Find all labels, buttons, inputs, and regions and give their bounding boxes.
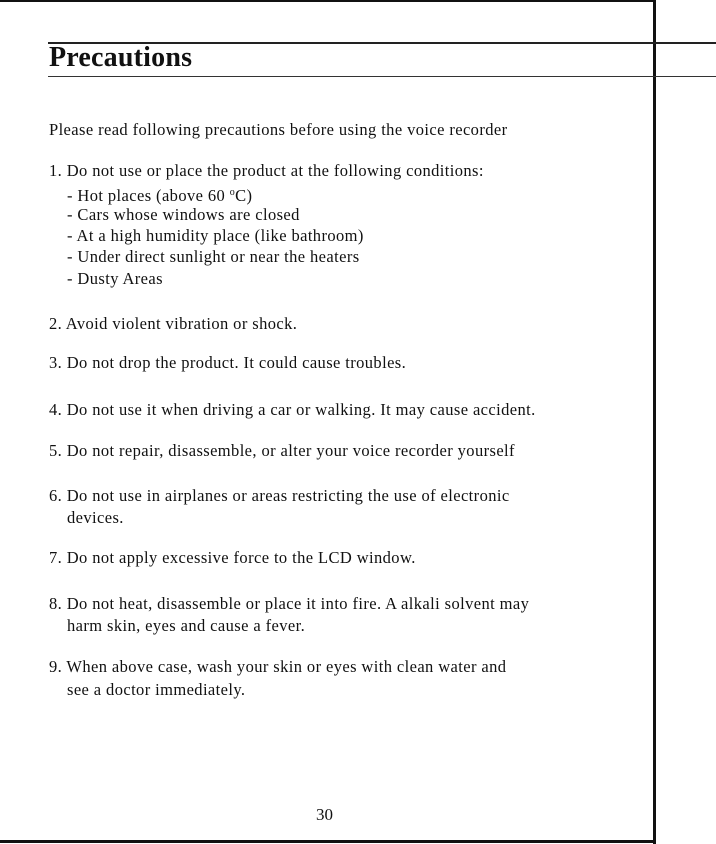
- sub-hot-places-unit: C): [235, 186, 253, 205]
- sub-hot-places-text: - Hot places (above 60: [67, 186, 230, 205]
- item-8-line-1: 8. Do not heat, disassemble or place it into fire. A alkali solvent may: [49, 594, 530, 613]
- page-border-right: [653, 0, 656, 844]
- title-rule-bottom: [48, 76, 716, 77]
- item-9-line-2: see a doctor immediately.: [67, 680, 246, 699]
- degree-sign: o: [229, 187, 236, 198]
- item-5: 5. Do not repair, disassemble, or alter your voice recorder yourself: [49, 441, 515, 460]
- page-title: Precautions: [49, 42, 193, 73]
- item-3: 3. Do not drop the product. It could cause troubles.: [49, 353, 407, 372]
- item-8-line-2: harm skin, eyes and cause a fever.: [67, 616, 306, 635]
- item-1-sub-dusty: - Dusty Areas: [67, 269, 163, 288]
- item-2: 2. Avoid violent vibration or shock.: [49, 314, 298, 333]
- item-1-sub-humidity: - At a high humidity place (like bathroom): [67, 226, 364, 245]
- intro-text: Please read following precautions before using the voice recorder: [49, 120, 508, 139]
- item-1-sub-cars: - Cars whose windows are closed: [67, 205, 300, 224]
- page-number: 30: [316, 805, 333, 824]
- item-6-line-1: 6. Do not use in airplanes or areas restricting the use of electronic: [49, 486, 510, 505]
- item-4: 4. Do not use it when driving a car or walking. It may cause accident.: [49, 400, 536, 419]
- item-1-sub-sunlight: - Under direct sunlight or near the heaters: [67, 247, 360, 266]
- item-1: 1. Do not use or place the product at the following conditions:: [49, 161, 484, 180]
- page-border-top: [0, 0, 656, 2]
- item-9-line-1: 9. When above case, wash your skin or eyes with clean water and: [49, 657, 507, 676]
- item-6-line-2: devices.: [67, 508, 124, 527]
- item-1-sub-hot-places: [67, 182, 252, 206]
- item-7: 7. Do not apply excessive force to the LCD window.: [49, 548, 416, 567]
- page-border-bottom: [0, 840, 656, 843]
